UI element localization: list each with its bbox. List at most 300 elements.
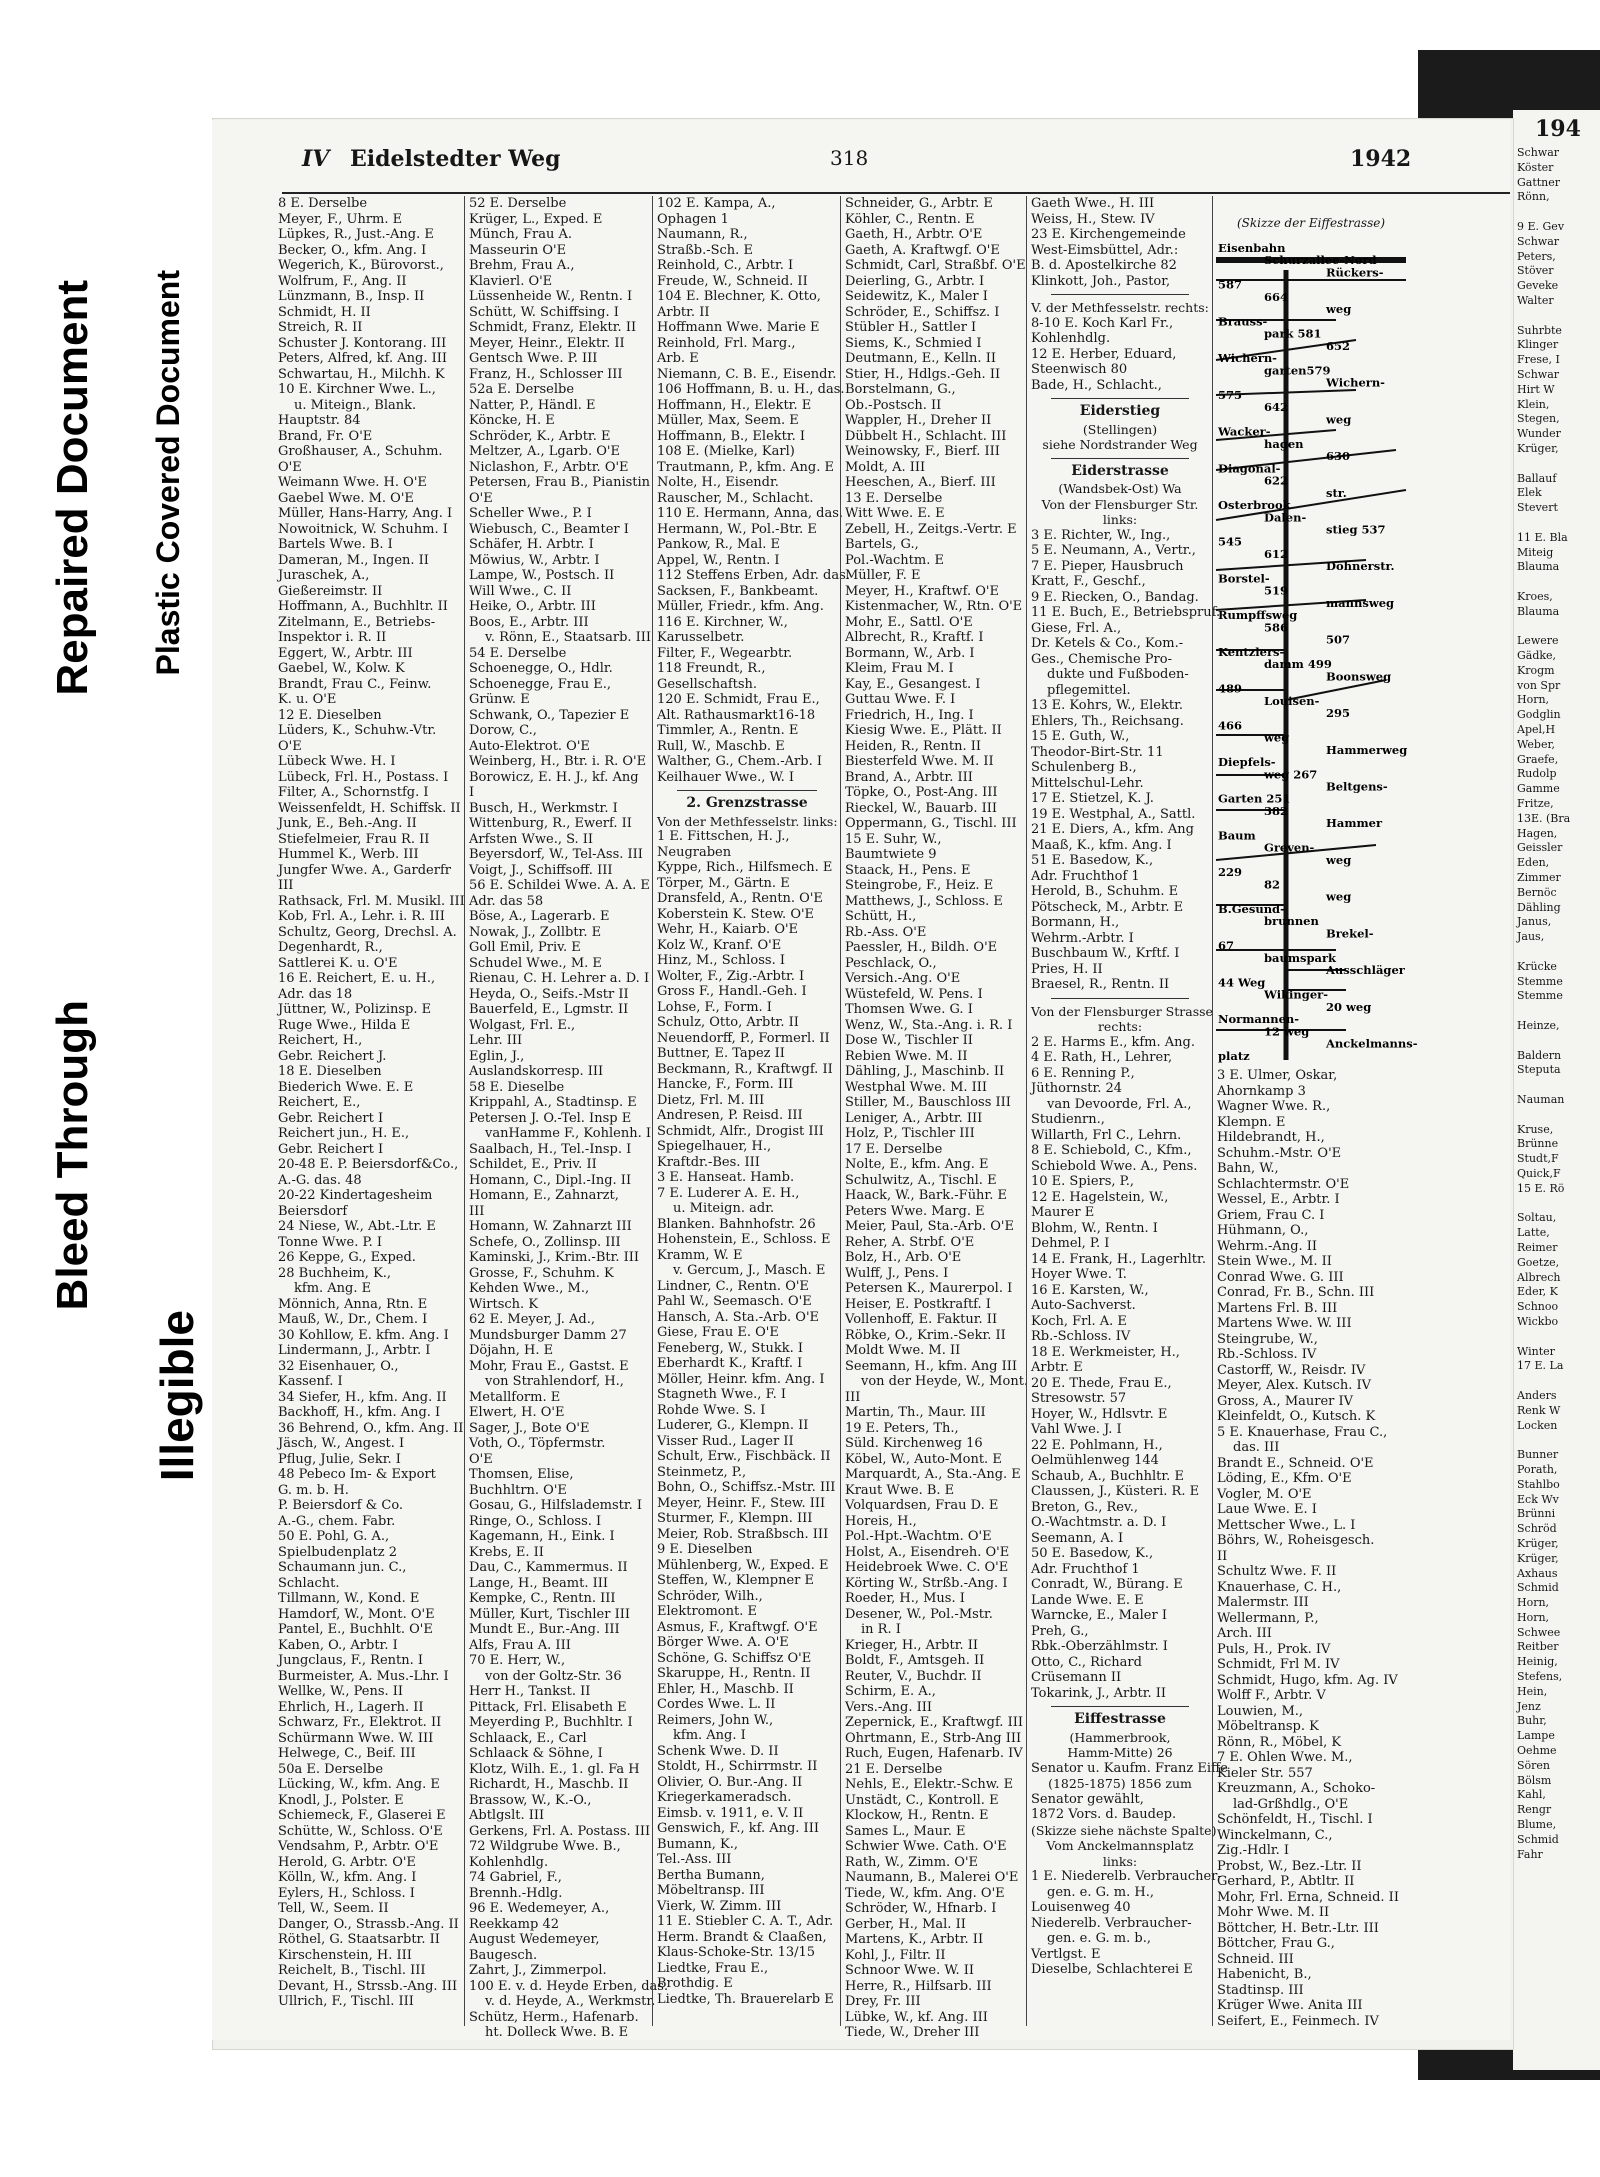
adjacent-line: Hirt W bbox=[1517, 382, 1555, 396]
entry-line: Möller, Heinr. kfm. Ang. I bbox=[657, 1371, 825, 1387]
entry-line: Reher, A. Strbf. O'E bbox=[845, 1234, 975, 1250]
entry-line: Seifert, E., Feinmech. IV bbox=[1217, 2013, 1379, 2029]
entry-line: Louwien, M., bbox=[1217, 1703, 1304, 1719]
entry-line: Wappler, H., Dreher II bbox=[845, 413, 992, 428]
entry-line: Dietz, Frl. M. III bbox=[657, 1092, 765, 1108]
directory-page bbox=[212, 120, 1510, 2040]
adjacent-line: Jenz bbox=[1517, 1699, 1541, 1713]
entry-line: Körting W., Strßb.-Ang. I bbox=[845, 1575, 1008, 1591]
entry-line: 23 E. Kirchengemeinde bbox=[1031, 227, 1186, 242]
map-label: Hammer bbox=[1326, 816, 1383, 831]
entry-line: Schütz, Herm., Hafenarb. bbox=[469, 2009, 639, 2025]
entry-line: Brandt, Frau C., Feinw. bbox=[278, 676, 432, 692]
entry-line: Tokarink, J., Arbtr. II bbox=[1031, 1685, 1167, 1701]
entry-line: 16 E. Karsten, W., bbox=[1031, 1282, 1149, 1298]
entry-line: Kraut Wwe. B. E bbox=[845, 1482, 955, 1498]
section-heading: Eiffestrasse bbox=[1074, 1711, 1166, 1727]
adjacent-line: Kroes, bbox=[1517, 589, 1553, 603]
entry-line: 32 Eisenhauer, O., bbox=[278, 1358, 399, 1374]
adjacent-line: Oehme bbox=[1517, 1744, 1557, 1758]
entry-line: Köhler, C., Rentn. E bbox=[845, 211, 975, 227]
entry-line: 18 E. Dieselben bbox=[278, 1064, 382, 1079]
entry-line: Hermann, W., Pol.-Btr. E bbox=[657, 521, 817, 537]
entry-line: Petersen K., Maurerpol. I bbox=[845, 1281, 1013, 1296]
entry-line: Winckelmann, C., bbox=[1217, 1827, 1333, 1843]
entry-line: Alfs, Frau A. III bbox=[469, 1637, 571, 1653]
entry-line: Reichelt, B., Tischl. III bbox=[278, 1963, 426, 1978]
entry-line: Böhrs, W., Roheisgesch. bbox=[1217, 1533, 1375, 1548]
map-label: str. bbox=[1326, 485, 1347, 500]
entry-line: lad-Grßhdlg., O'E bbox=[1233, 1796, 1349, 1812]
entry-line: Zepernick, E., Kraftwgf. III bbox=[845, 1715, 1023, 1730]
entry-line: Schröder, W., Hfnarb. I bbox=[845, 1901, 997, 1916]
entry-line: Löding, E., Kfm. O'E bbox=[1217, 1471, 1352, 1486]
adjacent-line: Horn, bbox=[1517, 1610, 1550, 1624]
entry-line: Beyersdorf, W., Tel-Ass. III bbox=[469, 847, 643, 862]
map-label: hagen bbox=[1264, 436, 1304, 451]
entry-line: 102 E. Kampa, A., bbox=[657, 196, 776, 211]
entry-line: 13 E. Derselbe bbox=[845, 490, 943, 506]
adjacent-line: Gädke, bbox=[1517, 649, 1557, 663]
adjacent-line: Schmid bbox=[1517, 1832, 1559, 1846]
entry-line: 116 E. Kirchner, W., bbox=[657, 614, 788, 630]
entry-line: B. d. Apostelkirche 82 bbox=[1031, 258, 1177, 273]
entry-line: Schulwitz, A., Tischl. E bbox=[845, 1172, 997, 1188]
page-header bbox=[212, 140, 1510, 180]
entry-line: Schmidt, Alfr., Drogist III bbox=[657, 1123, 824, 1139]
adjacent-line: Baldern bbox=[1517, 1048, 1562, 1062]
map-label: Osterbrook bbox=[1218, 498, 1291, 512]
entry-line: Kleinfeldt, O., Kutsch. K bbox=[1217, 1409, 1376, 1424]
entry-line: Müller, F. E bbox=[845, 568, 921, 583]
entry-line: Filter, A., Schornstfg. I bbox=[278, 785, 429, 800]
entry-line: Müller, Hans-Harry, Ang. I bbox=[278, 506, 453, 521]
adjacent-line bbox=[1517, 1004, 1600, 1019]
entry-line: Beiersdorf bbox=[278, 1203, 348, 1219]
adjacent-line: Köster bbox=[1517, 160, 1554, 174]
entry-line: Böttcher, H. Betr.-Ltr. III bbox=[1217, 1920, 1379, 1936]
entry-line: Dr. Ketels & Co., Kom.- bbox=[1031, 636, 1184, 651]
entry-line: Schmidt, Franz, Elektr. II bbox=[469, 320, 637, 335]
entry-line: 8-10 E. Koch Karl Fr., bbox=[1031, 315, 1174, 331]
entry-line: Franz, H., Schlosser III bbox=[469, 366, 623, 382]
entry-line: Tiede, W., kfm. Ang. O'E bbox=[845, 1885, 1005, 1901]
entry-line: Trautmann, P., kfm. Ang. E bbox=[657, 459, 834, 475]
page-number: 318 bbox=[830, 146, 869, 170]
entry-line: Reinhold, Frl. Marg., bbox=[657, 335, 796, 351]
entry-line: 100 E. v. d. Heyde Erben, das. bbox=[469, 1978, 669, 1994]
entry-line: Seemann, H., kfm. Ang III bbox=[845, 1358, 1018, 1374]
entry-line: Köncke, H. E bbox=[469, 413, 555, 428]
entry-line: 48 Pebeco Im- & Export bbox=[278, 1467, 436, 1482]
entry-line: Pahl W., Seemasch. O'E bbox=[657, 1294, 812, 1309]
adjacent-line bbox=[1517, 309, 1600, 324]
map-label: Dalen- bbox=[1264, 510, 1307, 525]
adjacent-line: Bernöc bbox=[1517, 885, 1557, 899]
entry-line: Von der Flensburger Str. bbox=[1041, 496, 1199, 512]
map-label: park 581 bbox=[1264, 326, 1322, 341]
adjacent-line: Rudolp bbox=[1517, 767, 1557, 781]
map-label: 229 bbox=[1218, 865, 1243, 880]
entry-line: Westphal Wwe. M. III bbox=[845, 1079, 988, 1095]
entry-line: Maurer E bbox=[1031, 1205, 1095, 1220]
adjacent-line: Nauman bbox=[1517, 1093, 1565, 1106]
entry-line: Reichert jun., H. E., bbox=[278, 1126, 410, 1141]
adjacent-line: Klein, bbox=[1517, 397, 1550, 411]
entry-line: Albrecht, R., Kraftf. I bbox=[845, 630, 984, 645]
map-label: Wacker- bbox=[1218, 424, 1271, 439]
entry-line: u. Miteign. adr. bbox=[673, 1201, 775, 1216]
entry-line: Schulenberg B., bbox=[1031, 760, 1137, 775]
entry-line: 5 E. Neumann, A., Vertr., bbox=[1031, 543, 1196, 558]
entry-line: Schwartau, H., Milchh. K bbox=[278, 366, 445, 382]
entry-line: Kiesig Wwe. E., Plätt. II bbox=[845, 723, 1002, 738]
entry-line: Gerhard, P., Abtltr. II bbox=[1217, 1874, 1355, 1889]
entry-line: Ob.-Postsch. II bbox=[845, 397, 942, 413]
entry-line: 18 E. Werkmeister, H., bbox=[1031, 1344, 1180, 1360]
entry-line: Reinhold, C., Arbtr. I bbox=[657, 258, 794, 273]
entry-line: Schaub, A., Buchhltr. E bbox=[1031, 1468, 1184, 1484]
entry-line: Dransfeld, A., Rentn. O'E bbox=[657, 891, 823, 906]
adjacent-line: Apel,H bbox=[1517, 723, 1556, 737]
entry-line: Lindner, C., Rentn. O'E bbox=[657, 1278, 809, 1294]
entry-line: Mohr Wwe. M. II bbox=[1217, 1905, 1330, 1920]
entry-line: Thomsen Wwe. G. I bbox=[845, 1002, 973, 1017]
entry-line: (1825-1875) 1856 zum bbox=[1048, 1776, 1192, 1791]
adjacent-line: 13E. (Bra bbox=[1517, 811, 1571, 825]
map-label: weg 267 bbox=[1264, 767, 1318, 782]
entry-line: 10 E. Kirchner Wwe. L., bbox=[278, 382, 436, 397]
entry-line: Eylers, H., Schloss. I bbox=[278, 1885, 415, 1901]
entry-line: Martin, Th., Maur. III bbox=[845, 1405, 986, 1420]
entry-line: Buchhltrn. O'E bbox=[469, 1482, 567, 1498]
map-label: Borstel- bbox=[1218, 571, 1270, 586]
entry-line: Weinowsky, F., Bierf. III bbox=[845, 444, 1000, 459]
entry-line: Schaumann jun. C., bbox=[278, 1560, 407, 1575]
entry-line: Arfsten Wwe., S. II bbox=[469, 831, 594, 847]
entry-line: 106 Hoffmann, B. u. H., das. bbox=[657, 382, 845, 397]
entry-line: Brandt E., Schneid. O'E bbox=[1217, 1455, 1374, 1471]
adjacent-line bbox=[1517, 205, 1600, 220]
entry-line: Dieselbe, Schlachterei E bbox=[1031, 1962, 1193, 1977]
entry-line: Röthel, G. Staatsarbtr. II bbox=[278, 1932, 440, 1947]
adjacent-line: von Spr bbox=[1517, 678, 1561, 692]
entry-line: Mühlenberg, W., Exped. E bbox=[657, 1557, 829, 1573]
adjacent-line bbox=[1517, 575, 1600, 590]
entry-line: Appel, W., Rentn. I bbox=[657, 552, 780, 568]
entry-line: Elwert, H. O'E bbox=[469, 1405, 565, 1420]
entry-line: Baumtwiete 9 bbox=[845, 847, 937, 862]
adjacent-line: Stemme bbox=[1517, 974, 1563, 988]
entry-line: Busch, H., Werkmstr. I bbox=[469, 800, 618, 816]
entry-line: Sattlerei K. u. O'E bbox=[278, 955, 398, 971]
entry-line: Tel.-Ass. III bbox=[657, 1852, 732, 1867]
adjacent-line: Winter bbox=[1517, 1344, 1555, 1358]
adjacent-line: Reimer bbox=[1517, 1240, 1558, 1254]
entry-line: Von der Methfesselstr. links: bbox=[657, 813, 838, 829]
entry-line: Meltzer, A., Lgarb. O'E bbox=[469, 444, 620, 459]
entry-line: Deierling, G., Arbtr. I bbox=[845, 273, 985, 289]
entry-line: Dose W., Tischler II bbox=[845, 1033, 973, 1048]
entry-line: 21 E. Derselbe bbox=[845, 1761, 943, 1777]
entry-line: 20-48 E. P. Beiersdorf&Co., bbox=[278, 1157, 459, 1172]
entry-line: Laue Wwe. E. I bbox=[1217, 1502, 1317, 1517]
entry-line: Schäfer, H. Arbtr. I bbox=[469, 537, 594, 552]
entry-line: Studienrn., bbox=[1031, 1112, 1105, 1127]
map-label: Brauss- bbox=[1218, 314, 1268, 329]
map-label: platz bbox=[1218, 1048, 1250, 1063]
entry-line: Sames L., Maur. E bbox=[845, 1823, 966, 1839]
entry-line: Walther, G., Chem.-Arb. I bbox=[657, 754, 822, 769]
entry-line: Rönn, R., Möbel, K bbox=[1217, 1734, 1342, 1750]
entry-line: Genswich, F., kf. Ang. III bbox=[657, 1821, 819, 1836]
entry-line: (Stellingen) bbox=[1082, 421, 1158, 437]
entry-line: kfm. Ang. E bbox=[294, 1281, 372, 1296]
entry-line: Zahrt, J., Zimmerpol. bbox=[469, 1963, 607, 1978]
entry-line: Schoenegge, O., Hdlr. bbox=[469, 661, 613, 676]
adjacent-line: Schröd bbox=[1517, 1522, 1557, 1536]
column-2 bbox=[464, 196, 669, 2040]
entry-line: Kleim, Frau M. I bbox=[845, 661, 954, 676]
adjacent-line: Renk W bbox=[1517, 1403, 1561, 1417]
entry-line: Böse, A., Lagerarb. E bbox=[469, 909, 610, 924]
adjacent-line: Krüger, bbox=[1517, 1551, 1559, 1565]
entry-line: Auslandskorresp. III bbox=[469, 1064, 604, 1079]
adjacent-line: Goetze, bbox=[1517, 1255, 1560, 1269]
adjacent-line: Heinig, bbox=[1517, 1655, 1558, 1669]
entry-line: 30 Kohllow, E. kfm. Ang. I bbox=[278, 1327, 449, 1343]
entry-line: Herold, B., Schuhm. E bbox=[1031, 884, 1179, 899]
entry-line: 8 E. Schiebold, C., Kfm., bbox=[1031, 1143, 1192, 1158]
entry-line: Krüger, L., Exped. E bbox=[469, 211, 603, 227]
entry-line: Lünzmann, B., Insp. II bbox=[278, 289, 425, 304]
entry-line: Paessler, H., Bildh. O'E bbox=[845, 940, 998, 955]
entry-line: Wolfrum, F., Ang. II bbox=[278, 273, 407, 289]
adjacent-line bbox=[1517, 945, 1600, 960]
entry-line: Sager, J., Bote O'E bbox=[469, 1420, 590, 1436]
entry-line: Bahn, W., bbox=[1217, 1161, 1279, 1176]
adjacent-line: Fahr bbox=[1517, 1847, 1543, 1861]
entry-line: Moldt Wwe. M. II bbox=[845, 1343, 961, 1358]
entry-line: Hoffmann, H., Elektr. E bbox=[657, 397, 812, 413]
entry-line: Koch, Frl. A. E bbox=[1031, 1313, 1127, 1329]
entry-line: Conrad Wwe. G. III bbox=[1217, 1269, 1344, 1285]
adjacent-line: Wickbo bbox=[1517, 1314, 1559, 1328]
map-label: brunnen bbox=[1264, 914, 1319, 929]
adjacent-line: Soltau, bbox=[1517, 1211, 1557, 1225]
entry-line: 1 E. Fittschen, H. J., bbox=[657, 829, 790, 844]
entry-line: Reichert, E., bbox=[278, 1095, 361, 1110]
entry-line: Rohde Wwe. S. I bbox=[657, 1402, 766, 1418]
entry-line: 12 E. Hagelstein, W., bbox=[1031, 1189, 1169, 1205]
entry-line: Klaus-Schoke-Str. 13/15 bbox=[657, 1945, 816, 1960]
entry-line: Müller, Kurt, Tischler III bbox=[469, 1606, 631, 1622]
adjacent-line: Brünni bbox=[1517, 1507, 1556, 1521]
entry-line: Martens, K., Arbtr. II bbox=[845, 1932, 984, 1947]
entry-line: Boldt, F., Amtsgeh. II bbox=[845, 1653, 985, 1668]
entry-line: Martens Frl. B. III bbox=[1217, 1300, 1338, 1316]
entry-line: (Skizze siehe nächste Spalte) bbox=[1031, 1822, 1217, 1838]
entry-line: 12 E. Dieselben bbox=[278, 707, 382, 723]
entry-line: Becker, O., kfm. Ang. I bbox=[278, 242, 427, 258]
entry-line: Dameran, M., Ingen. II bbox=[278, 552, 429, 568]
entry-line: Inspektor i. R. II bbox=[278, 630, 387, 645]
entry-line: Krippahl, A., Stadtinsp. E bbox=[469, 1095, 637, 1110]
map-label: 664 bbox=[1264, 290, 1289, 304]
adjacent-line: Wunder bbox=[1517, 427, 1561, 441]
entry-line: Jungfer Wwe. A., Garderfr bbox=[278, 862, 451, 878]
entry-line: in R. I bbox=[861, 1622, 901, 1637]
entry-line: 108 E. (Mielke, Karl) bbox=[657, 444, 795, 459]
column-3 bbox=[652, 196, 850, 2026]
entry-line: Tillmann, W., Kond. E bbox=[278, 1591, 420, 1606]
entry-line: Schmidt, Hugo, kfm. Ag. IV bbox=[1217, 1672, 1398, 1688]
entry-line: Natter, P., Händl. E bbox=[469, 397, 596, 413]
map-label: weg bbox=[1326, 412, 1352, 427]
entry-line: Schlachtermstr. O'E bbox=[1217, 1176, 1350, 1192]
entry-line: 7 E. Luderer A. E. H., bbox=[657, 1185, 800, 1201]
entry-line: Böttcher, Frau G., bbox=[1217, 1936, 1335, 1951]
entry-line: Pflug, Julie, Sekr. I bbox=[278, 1451, 401, 1467]
entry-line: Schultz Wwe. F. II bbox=[1217, 1564, 1337, 1579]
entry-line: Kistenmacher, W., Rtn. O'E bbox=[845, 599, 1023, 614]
map-label: stieg 537 bbox=[1326, 522, 1386, 537]
entry-line: Schefe, O., Zollinsp. III bbox=[469, 1234, 621, 1250]
entry-line: Bauerfeld, E., Lgmstr. II bbox=[469, 1002, 629, 1017]
entry-line: Homann, W. Zahnarzt III bbox=[469, 1219, 632, 1234]
entry-line: Schütt, H., bbox=[845, 909, 917, 924]
entry-line: Reekkamp 42 bbox=[469, 1916, 560, 1932]
entry-line: Marquardt, A., Sta.-Ang. E bbox=[845, 1467, 1021, 1482]
entry-line: Dorow, C., bbox=[469, 723, 537, 738]
entry-line: Karusselbetr. bbox=[657, 630, 745, 645]
entry-line: Andresen, P. Reisd. III bbox=[657, 1108, 803, 1123]
entry-line: Mundsburger Damm 27 bbox=[469, 1327, 627, 1343]
entry-line: 52 E. Derselbe bbox=[469, 196, 567, 211]
entry-line: Zitelmann, E., Betriebs- bbox=[278, 614, 436, 630]
entry-line: Möwius, W., Arbtr. I bbox=[469, 552, 600, 568]
entry-line: Töpke, O., Post-Ang. III bbox=[845, 785, 998, 800]
entry-line: Schwier Wwe. Cath. O'E bbox=[845, 1839, 1007, 1854]
entry-line: 120 E. Schmidt, Frau E., bbox=[657, 692, 820, 707]
entry-line: 16 E. Reichert, E. u. H., bbox=[278, 971, 436, 986]
map-label: Garten 251 bbox=[1218, 791, 1291, 806]
entry-line: Weimann Wwe. H. O'E bbox=[278, 475, 427, 490]
entry-line: Vers.-Ang. III bbox=[845, 1699, 933, 1715]
entry-line: Kreuzmann, A., Schoko- bbox=[1217, 1781, 1376, 1796]
entry-line: Niclashon, F., Arbtr. O'E bbox=[469, 459, 629, 475]
entry-line: Gebr. Reichert J. bbox=[278, 1048, 387, 1064]
entry-line: Oelmühlenweg 144 bbox=[1031, 1453, 1159, 1468]
entry-line: Braesel, R., Rentn. II bbox=[1031, 977, 1170, 992]
entry-line: Giese, Frau E. O'E bbox=[657, 1325, 779, 1340]
entry-line: Ohrtmann, E., Strb-Ang III bbox=[845, 1730, 1022, 1746]
entry-line: Wehrm.-Arbtr. I bbox=[1031, 930, 1134, 946]
entry-line: Müller, Max, Seem. E bbox=[657, 413, 799, 428]
entry-line: 2 E. Harms E., kfm. Ang. bbox=[1031, 1034, 1195, 1050]
entry-line: Dübbelt H., Schlacht. III bbox=[845, 428, 1007, 444]
entry-line: 11 E. Buch, E., Betriebspruf. bbox=[1031, 605, 1221, 620]
adjacent-line: Quick,F bbox=[1517, 1166, 1561, 1180]
entry-line: Hoffmann, B., Elektr. I bbox=[657, 428, 806, 444]
adjacent-line: Stegen, bbox=[1517, 412, 1560, 426]
adjacent-line: Schnoo bbox=[1517, 1300, 1559, 1314]
map-label: damm 499 bbox=[1264, 657, 1332, 672]
entry-line: Heiser, E. Postkraftf. I bbox=[845, 1296, 991, 1312]
map-label: weg bbox=[1326, 302, 1352, 317]
entry-line: Kohlenhdlg. bbox=[1031, 331, 1111, 346]
entry-line: 22 E. Pohlmann, H., bbox=[1031, 1437, 1163, 1453]
entry-line: Auto-Sachverst. bbox=[1031, 1298, 1136, 1313]
entry-line: 3 E. Hanseat. Hamb. bbox=[657, 1170, 795, 1185]
adjacent-line: Schwar bbox=[1517, 146, 1560, 159]
entry-line: Lohse, F., Form. I bbox=[657, 999, 772, 1015]
entry-line: Borstelmann, G., bbox=[845, 382, 956, 397]
entry-line: Wellermann, P., bbox=[1217, 1610, 1319, 1626]
adjacent-line bbox=[1517, 1330, 1600, 1345]
map-label: Anckelmanns- bbox=[1326, 1036, 1418, 1051]
map-label: baumspark bbox=[1264, 950, 1337, 965]
entry-line: Wittenburg, R., Ewerf. II bbox=[469, 816, 632, 831]
entry-line: Kolz W., Kranf. O'E bbox=[657, 937, 782, 953]
adjacent-line: Stahlbo bbox=[1517, 1477, 1560, 1491]
entry-line: links: bbox=[1102, 512, 1138, 527]
entry-line: Ophagen 1 bbox=[657, 211, 729, 227]
map-label: 545 bbox=[1218, 534, 1243, 549]
map-label: weg bbox=[1264, 730, 1290, 745]
entry-line: Schult, Erw., Fischbäck. II bbox=[657, 1449, 831, 1464]
entry-line: Friedrich, H., Ing. I bbox=[845, 707, 974, 723]
entry-line: Hoyer Wwe. T. bbox=[1031, 1267, 1127, 1282]
adjacent-line: Krüger, bbox=[1517, 441, 1559, 455]
entry-line: Meyerding P., Buchhltr. I bbox=[469, 1715, 633, 1730]
entry-line: Schröder, K., Arbtr. E bbox=[469, 428, 611, 444]
adjacent-line: Bölsm bbox=[1517, 1773, 1552, 1787]
map-label: Hammerweg bbox=[1326, 742, 1408, 757]
adjacent-line: Reitber bbox=[1517, 1640, 1559, 1654]
entry-line bbox=[1051, 398, 1189, 399]
entry-line: Ahornkamp 3 bbox=[1217, 1083, 1306, 1099]
entry-line: Rb.-Schloss. IV bbox=[1031, 1329, 1131, 1344]
entry-line: 4 E. Rath, H., Lehrer, bbox=[1031, 1050, 1173, 1065]
entry-line: Reimers, John W., bbox=[657, 1712, 774, 1728]
map-label: 67 bbox=[1218, 938, 1235, 953]
entry-line: Liedtke, Th. Brauerelarb E bbox=[657, 1991, 834, 2007]
adjacent-line: Axhaus bbox=[1517, 1566, 1558, 1580]
entry-line: Lande Wwe. E. E bbox=[1031, 1592, 1144, 1608]
entry-line: Crüsemann II bbox=[1031, 1670, 1122, 1685]
entry-line: Kieler Str. 557 bbox=[1217, 1765, 1313, 1781]
page-year: 1942 bbox=[1350, 146, 1412, 172]
entry-line: Klinkott, Joh., Pastor, bbox=[1031, 273, 1171, 289]
entry-line: Arbtr. II bbox=[657, 304, 710, 320]
entry-line: Peters Wwe. Marg. E bbox=[845, 1203, 985, 1219]
adjacent-line: Eden, bbox=[1517, 856, 1550, 870]
adjacent-line: Porath, bbox=[1517, 1462, 1558, 1476]
adjacent-line: Stöver bbox=[1517, 264, 1554, 278]
entry-line: 20-22 Kindertagesheim bbox=[278, 1188, 433, 1203]
entry-line: Theodor-Birt-Str. 11 bbox=[1031, 744, 1164, 760]
entry-line: Wessel, E., Arbtr. I bbox=[1217, 1192, 1340, 1207]
map-label: Brekel- bbox=[1326, 926, 1374, 941]
entry-line: Steingrobe, F., Heiz. E bbox=[845, 878, 994, 893]
entry-line: Möbeltransp. K bbox=[1217, 1719, 1319, 1734]
entry-line: Thomsen, Elise, bbox=[469, 1467, 574, 1482]
adjacent-line: Krücke bbox=[1517, 959, 1557, 973]
entry-line: Lindermann, J., Arbtr. I bbox=[278, 1343, 431, 1358]
entry-line: Lücking, W., kfm. Ang. E bbox=[278, 1777, 440, 1792]
map-label: 652 bbox=[1326, 338, 1351, 353]
